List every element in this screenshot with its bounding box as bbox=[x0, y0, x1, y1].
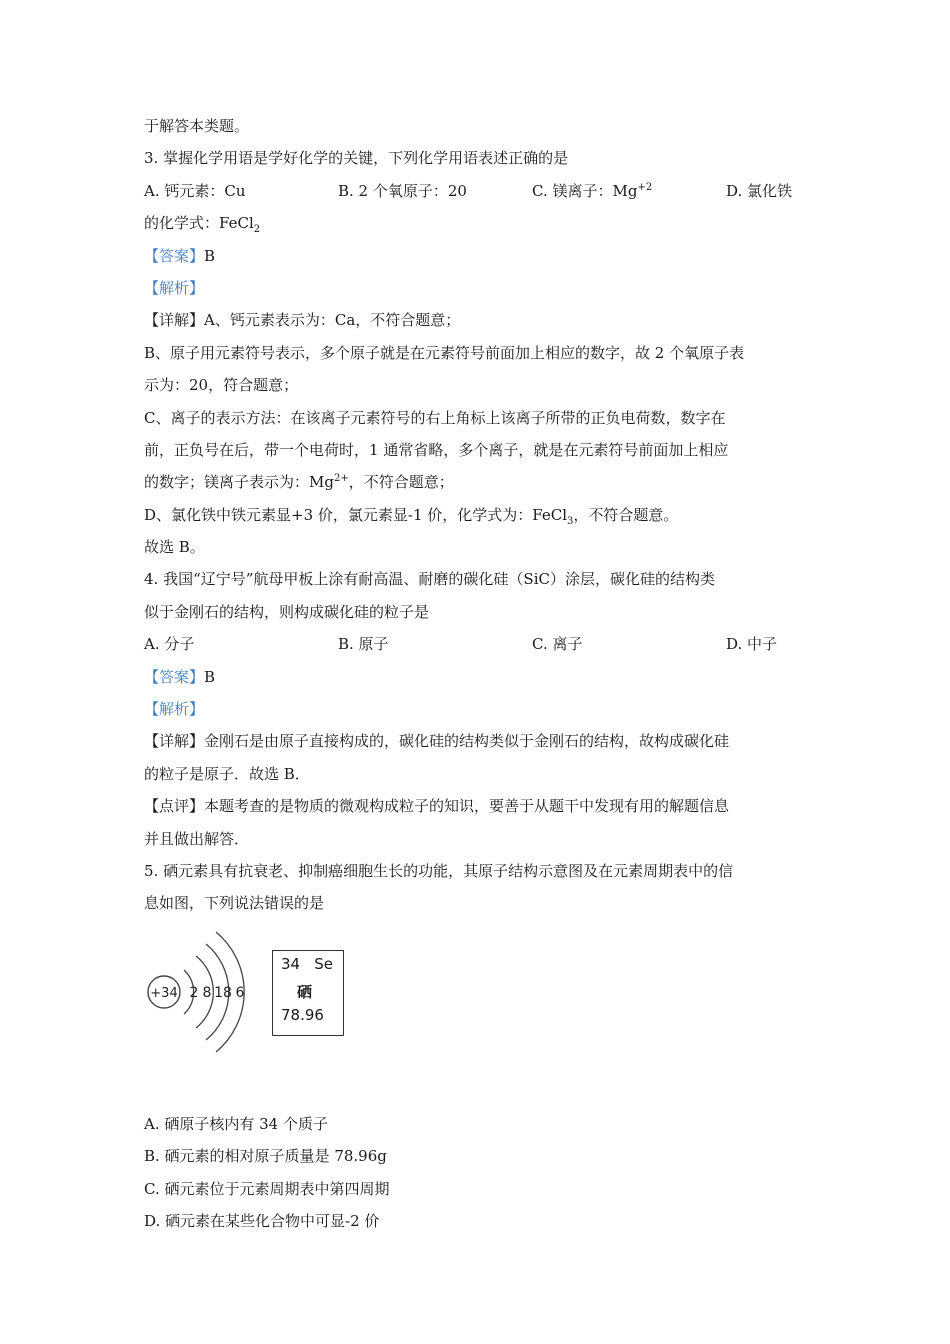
detail-line: 【详解】金刚石是由原子直接构成的，碳化硅的结构类似于金刚石的结构，故构成碳化硅 bbox=[144, 732, 730, 751]
analysis-tag: 【解析】 bbox=[144, 278, 205, 297]
text-line: 并且做出解答． bbox=[144, 829, 250, 848]
question-5-option-a: A. 硒原子核内有 34 个质子 bbox=[144, 1114, 328, 1133]
detail-tag: 【详解】 bbox=[144, 732, 205, 751]
detail-line: 【详解】A、钙元素表示为：Ca，不符合题意； bbox=[144, 311, 461, 330]
text-line: 于解答本类题。 bbox=[144, 117, 250, 135]
atomic-number: 34 bbox=[281, 954, 301, 973]
comment-line: 【点评】本题考查的是物质的微观构成粒子的知识，要善于从题干中发现有用的解题信息 bbox=[144, 797, 730, 816]
option-a: A. 分子 bbox=[144, 635, 195, 654]
element-name: 硒 bbox=[297, 982, 313, 1001]
question-3-options bbox=[144, 175, 810, 207]
shell-count: 18 bbox=[214, 984, 232, 1001]
text-line: B、原子用元素符号表示，多个原子就是在元素符号前面加上相应的数字，故 2 个氧原子表 bbox=[144, 343, 745, 362]
option-b: B. 原子 bbox=[338, 635, 389, 654]
text-line: 的数字；镁离子表示为：$Mg^{2+}$，不符合题意； bbox=[144, 473, 454, 492]
text-line: 故选 B。 bbox=[144, 538, 205, 557]
detail-tag: 【详解】 bbox=[144, 311, 205, 330]
option-d: D. 中子 bbox=[726, 635, 778, 654]
document-page bbox=[144, 110, 810, 1237]
periodic-table-cell bbox=[272, 950, 344, 1036]
answer-tag: 【答案】 bbox=[144, 667, 205, 686]
text-line: 示为：20，符合题意； bbox=[144, 376, 299, 395]
text-line: D、氯化铁中铁元素显+3 价，氯元素显-1 价，化学式为：FeCl$_3$，不符合题意。 bbox=[144, 505, 679, 527]
analysis-tag: 【解析】 bbox=[144, 700, 205, 719]
text-line: C、离子的表示方法：在该离子元素符号的右上角标上该离子所带的正负电荷数，数字在 bbox=[144, 408, 726, 427]
element-symbol: Se bbox=[314, 954, 333, 973]
question-5-option-d: D. 硒元素在某些化合物中可显-2 价 bbox=[144, 1211, 380, 1230]
question-5-stem-cont: 息如图，下列说法错误的是 bbox=[144, 894, 325, 913]
question-4-stem: 4. 我国“辽宁号”航母甲板上涂有耐高温、耐磨的碳化硅（SiC）涂层，碳化硅的结构类 bbox=[144, 570, 715, 589]
answer-value: B bbox=[204, 246, 216, 265]
answer-value: B bbox=[204, 667, 216, 686]
nucleus-charge: +34 bbox=[150, 985, 178, 1001]
text-line: 的粒子是原子．故选 B． bbox=[144, 764, 310, 783]
answer-tag: 【答案】 bbox=[144, 246, 205, 265]
shell-count: 2 bbox=[189, 984, 199, 1001]
question-5-stem: 5. 硒元素具有抗衰老、抑制癌细胞生长的功能，其原子结构示意图及在元素周期表中的信 bbox=[144, 861, 734, 880]
atomic-mass: 78.96 bbox=[281, 1005, 324, 1024]
option-b: B. 2 个氧原子：20 bbox=[338, 181, 467, 200]
answer-line bbox=[144, 661, 810, 693]
option-d-continued: 的化学式：FeCl$_2$ bbox=[144, 214, 261, 236]
comment-tag: 【点评】 bbox=[144, 797, 205, 816]
option-d: D. 氯化铁 bbox=[726, 181, 793, 200]
question-3-stem: 3. 掌握化学用语是学好化学的关键，下列化学用语表述正确的是 bbox=[144, 149, 569, 168]
answer-line bbox=[144, 240, 810, 272]
question-5-option-c: C. 硒元素位于元素周期表中第四周期 bbox=[144, 1179, 390, 1198]
question-4-stem-cont: 似于金刚石的结构，则构成碳化硅的粒子是 bbox=[144, 602, 430, 621]
selenium-figure bbox=[144, 920, 810, 1108]
option-c: C. 镁离子：$Mg^{+2}$ bbox=[532, 181, 653, 200]
option-a: A. 钙元素：Cu bbox=[144, 181, 246, 200]
text-line: 前，正负号在后，带一个电荷时，1 通常省略，多个离子，就是在元素符号前面加上相应 bbox=[144, 440, 729, 459]
shell-count: 6 bbox=[235, 984, 245, 1001]
question-5-option-b: B. 硒元素的相对原子质量是 78.96g bbox=[144, 1147, 387, 1166]
option-c: C. 离子 bbox=[532, 635, 583, 654]
shell-count: 8 bbox=[202, 984, 212, 1001]
atom-structure-diagram bbox=[144, 926, 254, 1076]
question-4-options bbox=[144, 628, 810, 660]
